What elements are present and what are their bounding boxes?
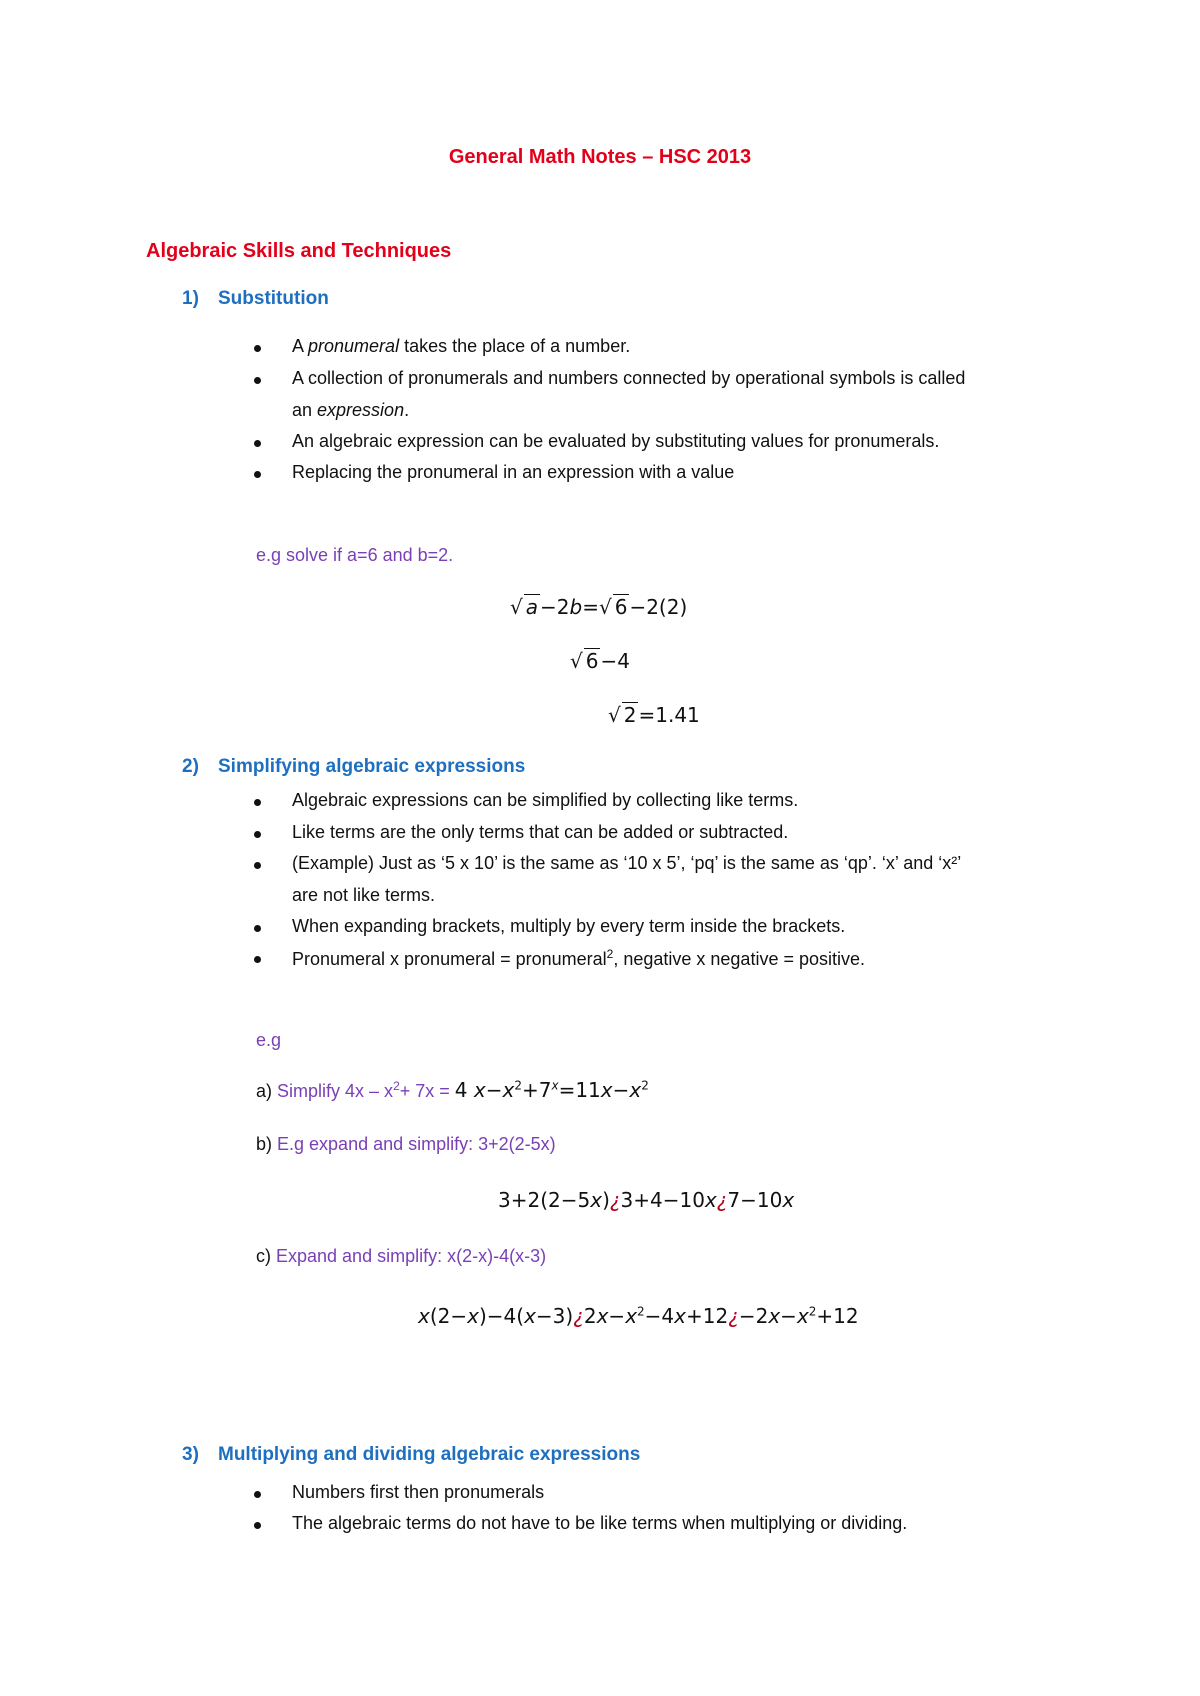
bullet-dot (254, 956, 261, 963)
text: −2(2) (629, 595, 688, 619)
superscript: 2 (641, 1078, 649, 1093)
superscript: 2 (393, 1079, 400, 1093)
variable: x (418, 1304, 430, 1328)
text: −2 (540, 595, 570, 619)
bullet-example-line1: (Example) Just as ‘5 x 10’ is the same as ‘10 x 5’, ‘pq’ is the same as ‘qp’. ‘x’ and ‘x²’ (292, 853, 962, 873)
text: 4 (454, 1078, 468, 1102)
text: takes the place of a number. (399, 336, 631, 356)
example-letter: b) (256, 1134, 278, 1154)
bullet-dot (254, 925, 261, 932)
subsection-number-1: 1) (182, 288, 199, 309)
text: = (582, 595, 599, 619)
text: + 7x = (399, 1081, 455, 1101)
subsection-heading-substitution: Substitution (218, 288, 329, 309)
text: Simplify 4x – x (277, 1081, 394, 1101)
text: )−4( (478, 1304, 525, 1328)
emphasis-pronumeral: pronumeral (308, 336, 400, 356)
bullet-collect-like-terms: Algebraic expressions can be simplified by collecting like terms. (292, 790, 799, 810)
bullet-dot (254, 1522, 261, 1529)
text: +7 (521, 1078, 552, 1102)
bullet-dot (254, 377, 261, 384)
bullet-expanding-brackets: When expanding brackets, multiply by every term inside the brackets. (292, 916, 846, 936)
subsection-heading-simplifying: Simplifying algebraic expressions (218, 756, 526, 777)
radicand: 2 (623, 703, 637, 727)
equation-substitution-1: √ a −2b=√ 6 −2(2) (510, 595, 688, 619)
variable: x (600, 1078, 613, 1102)
text: =1.41 (638, 703, 700, 727)
text: −4 (600, 649, 630, 673)
equation-example-c (418, 1304, 859, 1328)
superscript: 2 (606, 947, 614, 961)
bullet-evaluate: An algebraic expression can be evaluated by substituting values for pronumerals. (292, 431, 940, 451)
text: ) (602, 1188, 610, 1212)
text: =11 (558, 1078, 601, 1102)
superscript: x (551, 1078, 559, 1093)
bullet-dot (254, 440, 261, 447)
document-title: General Math Notes – HSC 2013 (448, 146, 752, 168)
text: 3+4−10 (620, 1188, 705, 1212)
variable: x (629, 1078, 642, 1102)
variable: x (467, 1304, 479, 1328)
text: an (292, 400, 318, 420)
variable: x (473, 1078, 486, 1102)
bullet-dot (254, 862, 261, 869)
text: 3+2(2−5 (498, 1188, 591, 1212)
example-b-prompt: E.g expand and simplify: 3+2(2-5x) (277, 1134, 556, 1154)
example-letter: a) (256, 1081, 278, 1101)
text: −4 (644, 1304, 675, 1328)
subsection-heading-multiplying: Multiplying and dividing algebraic expressions (218, 1444, 641, 1465)
text: A (292, 336, 309, 356)
text: +12 (816, 1304, 859, 1328)
broken-glyph: ¿ (609, 1188, 621, 1212)
text: 2 (583, 1304, 597, 1328)
variable: x (625, 1304, 638, 1328)
radicand: 6 (585, 649, 599, 673)
variable: b (569, 595, 583, 619)
example-c-prompt: Expand and simplify: x(2-x)-4(x-3) (276, 1246, 547, 1266)
text: −2 (738, 1304, 769, 1328)
variable: x (796, 1304, 809, 1328)
bullet-dot (254, 345, 261, 352)
text: 7−10 (727, 1188, 783, 1212)
bullet-pronumeral-rule (292, 947, 865, 970)
bullet-dot (254, 1491, 261, 1498)
superscript: 2 (637, 1304, 645, 1319)
bullet-numbers-first: Numbers first then pronumerals (292, 1482, 545, 1502)
superscript: 2 (514, 1078, 522, 1093)
broken-glyph: ¿ (728, 1304, 739, 1328)
variable: x (590, 1188, 603, 1212)
variable: x (768, 1304, 781, 1328)
bullet-dot (254, 799, 261, 806)
variable: x (674, 1304, 686, 1328)
text: , negative x negative = positive. (613, 949, 866, 969)
emphasis-expression: expression (317, 400, 405, 420)
subsection-number-3: 3) (182, 1444, 199, 1465)
example-label-substitution: e.g solve if a=6 and b=2. (256, 545, 454, 565)
superscript: 2 (808, 1304, 817, 1319)
text: +12 (686, 1304, 729, 1328)
text: Pronumeral x pronumeral = pronumeral (292, 949, 607, 969)
example-letter: c) (256, 1246, 276, 1266)
equation-substitution-3: √ 2 =1.41 (608, 703, 700, 727)
bullet-replacing: Replacing the pronumeral in an expression with a value (292, 462, 735, 482)
bullet-expression-line2 (292, 400, 409, 421)
variable: x (704, 1188, 717, 1212)
bullet-expression-line1: A collection of pronumerals and numbers connected by operational symbols is called (292, 368, 966, 388)
subsection-number-2: 2) (182, 756, 199, 777)
bullet-not-like-terms: The algebraic terms do not have to be like terms when multiplying or dividing. (292, 1513, 908, 1533)
bullet-example-line2: are not like terms. (292, 885, 436, 905)
section-heading: Algebraic Skills and Techniques (146, 240, 452, 262)
variable: x (524, 1304, 536, 1328)
text: − (608, 1304, 626, 1328)
equation-substitution-2: √ 6 −4 (570, 649, 630, 673)
text: − (612, 1078, 630, 1102)
text: (2− (429, 1304, 468, 1328)
equation-example-b (498, 1188, 794, 1212)
variable: x (782, 1188, 795, 1212)
example-a (256, 1078, 649, 1102)
example-c (256, 1246, 546, 1267)
variable: x (502, 1078, 515, 1102)
example-label-simplifying: e.g (256, 1030, 282, 1050)
text: − (485, 1078, 503, 1102)
broken-glyph: ¿ (716, 1188, 728, 1212)
bullet-dot (254, 831, 261, 838)
text: − (780, 1304, 797, 1328)
bullet-dot (254, 471, 261, 478)
text: −3) (535, 1304, 574, 1328)
bullet-pronumeral (292, 336, 630, 357)
example-a-prompt (277, 1081, 455, 1101)
bullet-like-terms: Like terms are the only terms that can be added or subtracted. (292, 822, 789, 842)
text: . (404, 400, 410, 420)
example-a-math (455, 1078, 649, 1102)
variable: x (596, 1304, 609, 1328)
example-b (256, 1134, 556, 1155)
radicand: a (525, 595, 539, 619)
broken-glyph: ¿ (573, 1304, 584, 1328)
radicand: 6 (614, 595, 628, 619)
